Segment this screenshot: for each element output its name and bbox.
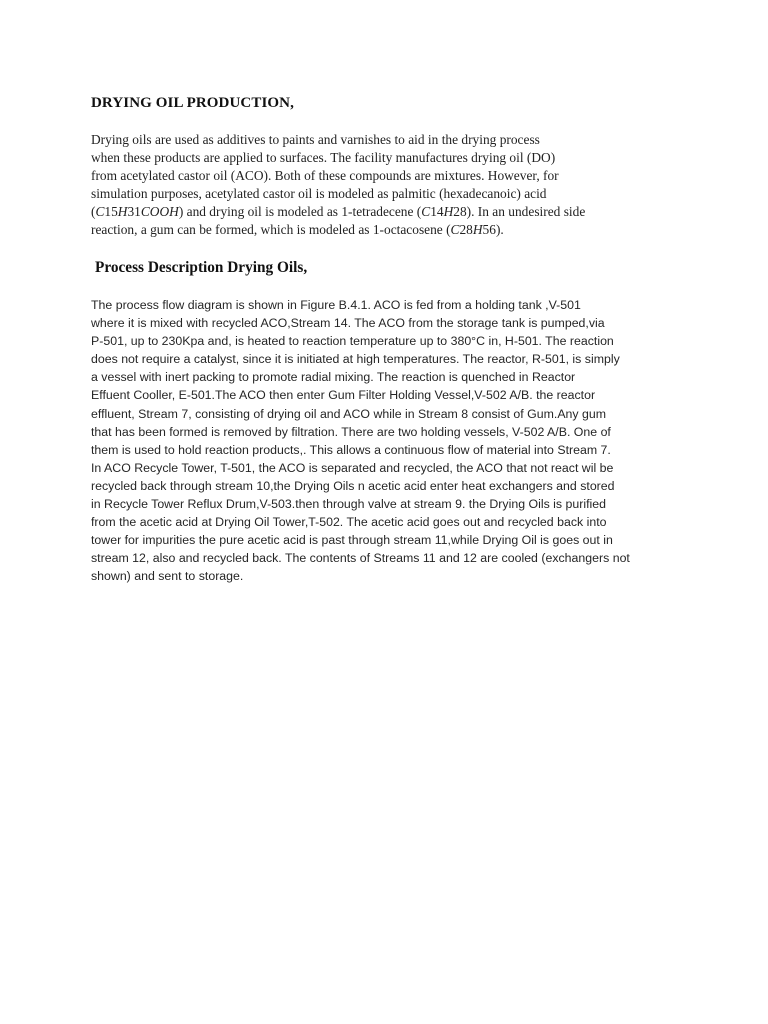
- intro-line: from acetylated castor oil (ACO). Both of these compounds are mixtures. However, for: [91, 168, 559, 183]
- body-line: effluent, Stream 7, consisting of drying oil and ACO while in Stream 8 consist of Gum.Any gum: [91, 406, 607, 421]
- body-line: where it is mixed with recycled ACO,Stream 14. The ACO from the storage tank is pumped,via: [91, 316, 605, 331]
- section-heading: Process Description Drying Oils,: [95, 259, 308, 276]
- intro-paragraph: [91, 131, 691, 239]
- formula-count: 15: [104, 204, 118, 219]
- formula-c: C: [450, 222, 460, 237]
- intro-line: when these products are applied to surfaces. The facility manufactures drying oil (DO): [91, 150, 556, 165]
- formula-cooh: COOH: [140, 204, 179, 219]
- body-line: The process flow diagram is shown in Figure B.4.1. ACO is fed from a holding tank ,V-501: [91, 298, 581, 312]
- body-line: a vessel with inert packing to promote radial mixing. The reaction is quenched in Reactor: [91, 370, 576, 385]
- formula-h: H: [117, 204, 128, 219]
- body-line: from the acetic acid at Drying Oil Tower,T-502. The acetic acid goes out and recycled back into: [91, 515, 607, 530]
- formula-h: H: [472, 222, 483, 237]
- body-line: them is used to hold reaction products,. This allows a continuous flow of material into Stream 7.: [91, 442, 611, 457]
- formula-c: C: [95, 204, 105, 219]
- formula-count: 14: [430, 204, 444, 219]
- intro-text: reaction, a gum can be formed, which is modeled as 1-octacosene (: [91, 222, 451, 237]
- body-line: stream 12, also and recycled back. The contents of Streams 11 and 12 are cooled (exchangers not: [91, 551, 630, 566]
- body-line: Effuent Cooller, E-501.The ACO then enter Gum Filter Holding Vessel,V-502 A/B. the reactor: [91, 388, 596, 403]
- document-title: DRYING OIL PRODUCTION,: [91, 95, 294, 111]
- intro-line: simulation purposes, acetylated castor oil is modeled as palmitic (hexadecanoic) acid: [91, 186, 547, 201]
- body-line: shown) and sent to storage.: [91, 569, 244, 584]
- body-line: does not require a catalyst, since it is initiated at high temperatures. The reactor, R-501, is simply: [91, 352, 620, 367]
- formula-count: 28: [453, 204, 467, 219]
- intro-line-formula-1: [91, 203, 691, 221]
- body-line: tower for impurities the pure acetic acid is past through stream 11,while Drying Oil is goes out in: [91, 533, 613, 548]
- intro-text: ). In an undesired side: [466, 204, 586, 219]
- body-line: P-501, up to 230Kpa and, is heated to reaction temperature up to 380°C in, H-501. The reaction: [91, 334, 614, 349]
- formula-count: 28: [459, 222, 473, 237]
- formula-count: 56: [482, 222, 496, 237]
- body-line: in Recycle Tower Reflux Drum,V-503.then through valve at stream 9. the Drying Oils is purified: [91, 497, 607, 512]
- body-line: that has been formed is removed by filtration. There are two holding vessels, V-502 A/B. One of: [91, 424, 611, 439]
- intro-line-formula-2: [91, 221, 691, 239]
- body-line: recycled back through stream 10,the Drying Oils n acetic acid enter heat exchangers and stored: [91, 478, 615, 493]
- process-description-paragraph: [91, 296, 691, 586]
- formula-h: H: [443, 204, 454, 219]
- body-line: In ACO Recycle Tower, T-501, the ACO is separated and recycled, the ACO that not react wil be: [91, 460, 614, 475]
- intro-text: ).: [495, 222, 504, 237]
- formula-c: C: [421, 204, 431, 219]
- intro-line: Drying oils are used as additives to paints and varnishes to aid in the drying process: [91, 132, 540, 147]
- intro-text: ) and drying oil is modeled as 1-tetradecene (: [178, 204, 422, 219]
- formula-count: 31: [127, 204, 141, 219]
- paren-open: (: [91, 204, 96, 219]
